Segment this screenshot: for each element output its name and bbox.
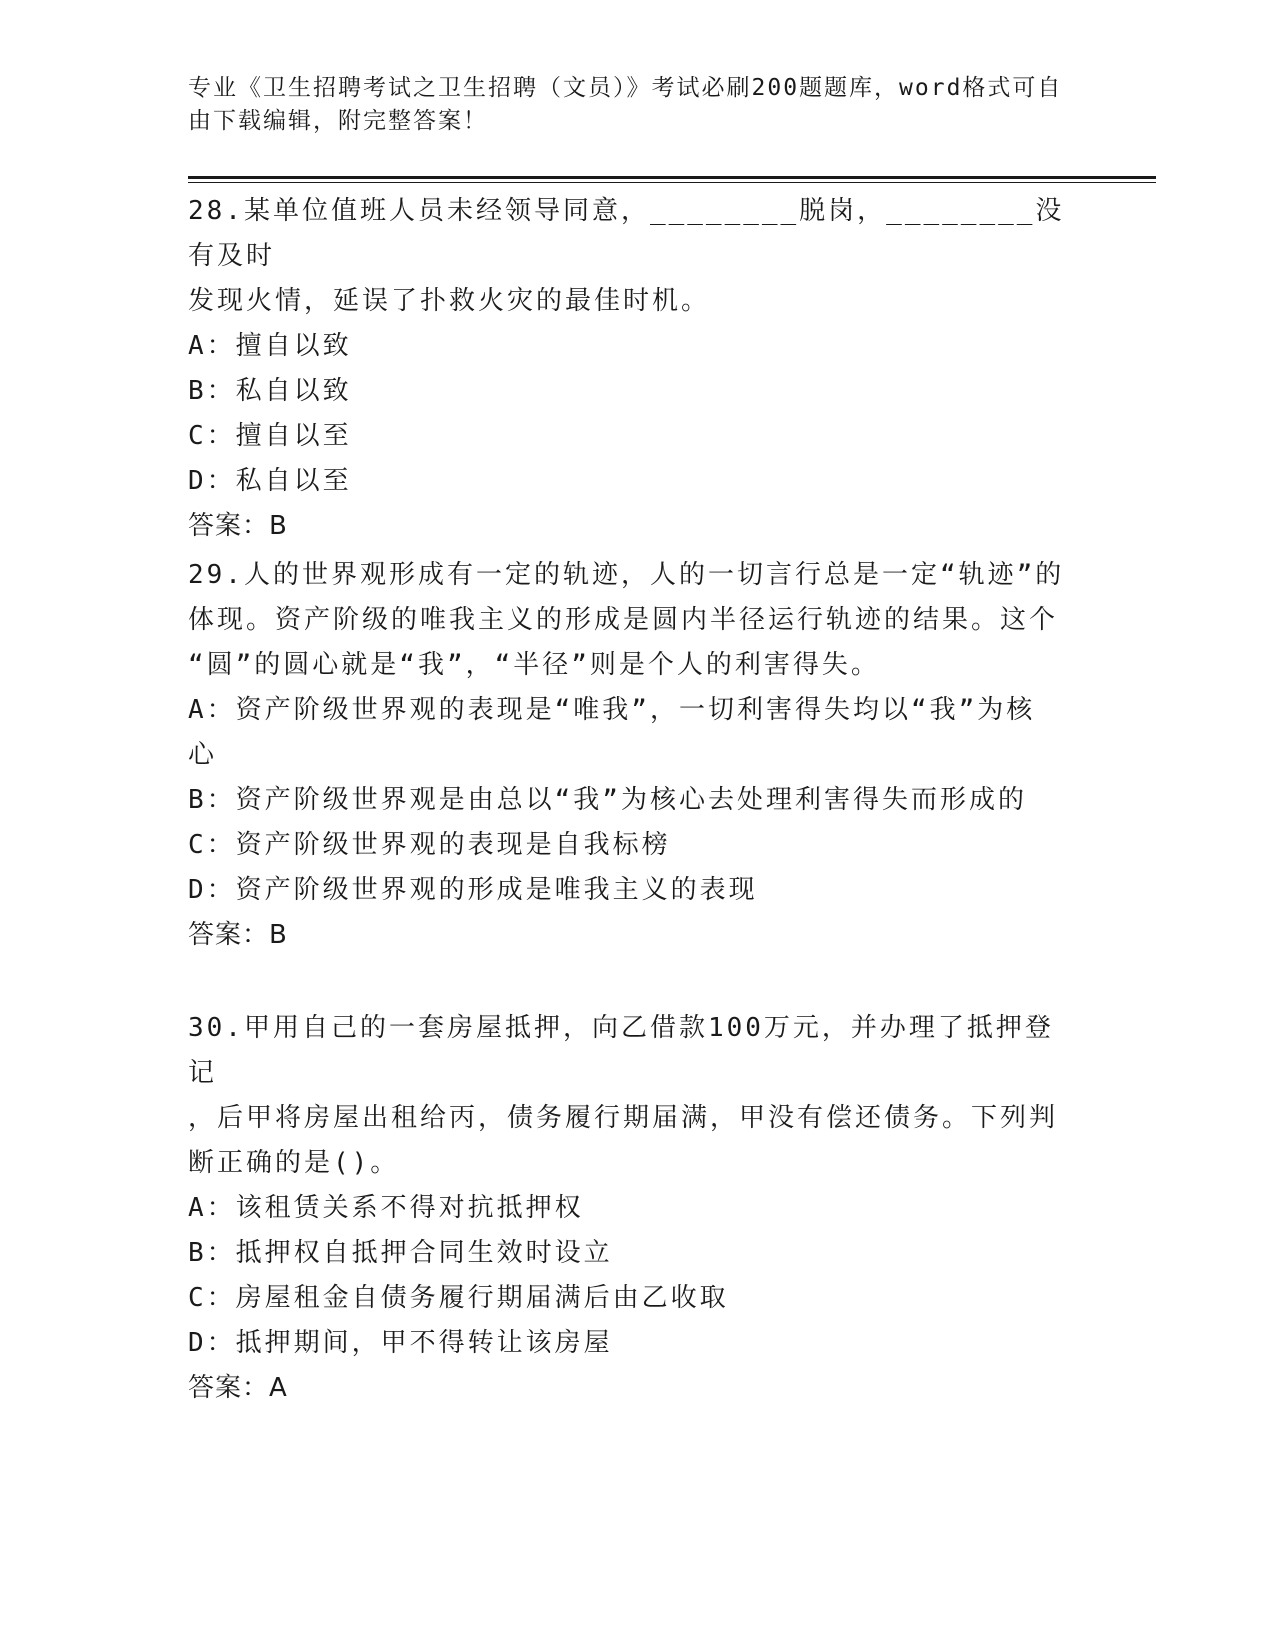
- option-a: A：擅自以致: [188, 331, 352, 361]
- question-stem-line: 断正确的是()。: [188, 1148, 400, 1178]
- option-a: A：该租赁关系不得对抗抵押权: [188, 1193, 584, 1223]
- question-29: [188, 553, 1078, 958]
- option-b: B：资产阶级世界观是由总以“我”为核心去处理利害得失而形成的: [188, 785, 1027, 815]
- option-a-continued: 心: [188, 740, 218, 770]
- header-rule-thin: [188, 182, 1156, 183]
- question-stem-line: 30.甲用自己的一套房屋抵押，向乙借款100万元，并办理了抵押登记: [188, 1013, 1054, 1088]
- header-line-1: 专业《卫生招聘考试之卫生招聘（文员）》考试必刷200题题库，word格式可自: [188, 75, 1063, 101]
- question-30: [188, 1006, 1078, 1411]
- answer: 答案：A: [188, 1373, 288, 1403]
- question-stem-line: 体现。资产阶级的唯我主义的形成是圆内半径运行轨迹的结果。这个: [188, 605, 1059, 635]
- option-d: D：私自以至: [188, 466, 352, 496]
- option-c: C：房屋租金自债务履行期届满后由乙收取: [188, 1283, 729, 1313]
- option-b: B：抵押权自抵押合同生效时设立: [188, 1238, 613, 1268]
- header-line-2: 由下载编辑，附完整答案！: [188, 108, 488, 134]
- option-c: C：资产阶级世界观的表现是自我标榜: [188, 830, 671, 860]
- option-b: B：私自以致: [188, 376, 352, 406]
- question-stem-line: ，后甲将房屋出租给丙，债务履行期届满，甲没有偿还债务。下列判: [188, 1103, 1059, 1133]
- question-28: [188, 189, 1078, 549]
- header-rule-thick: [188, 176, 1156, 179]
- document-header: [188, 72, 1068, 138]
- question-stem-line: 28.某单位值班人员未经领导同意，________脱岗，________没有及时: [188, 196, 1065, 271]
- question-stem-line: 发现火情，延误了扑救火灾的最佳时机。: [188, 286, 711, 316]
- option-d: D：抵押期间，甲不得转让该房屋: [188, 1328, 613, 1358]
- option-a: A：资产阶级世界观的表现是“唯我”，一切利害得失均以“我”为核: [188, 695, 1036, 725]
- question-stem-line: “圆”的圆心就是“我”，“半径”则是个人的利害得失。: [188, 650, 880, 680]
- answer: 答案：B: [188, 920, 288, 950]
- option-c: C：擅自以至: [188, 421, 352, 451]
- question-stem-line: 29.人的世界观形成有一定的轨迹，人的一切言行总是一定“轨迹”的: [188, 560, 1065, 590]
- option-d: D：资产阶级世界观的形成是唯我主义的表现: [188, 875, 758, 905]
- answer: 答案：B: [188, 511, 288, 541]
